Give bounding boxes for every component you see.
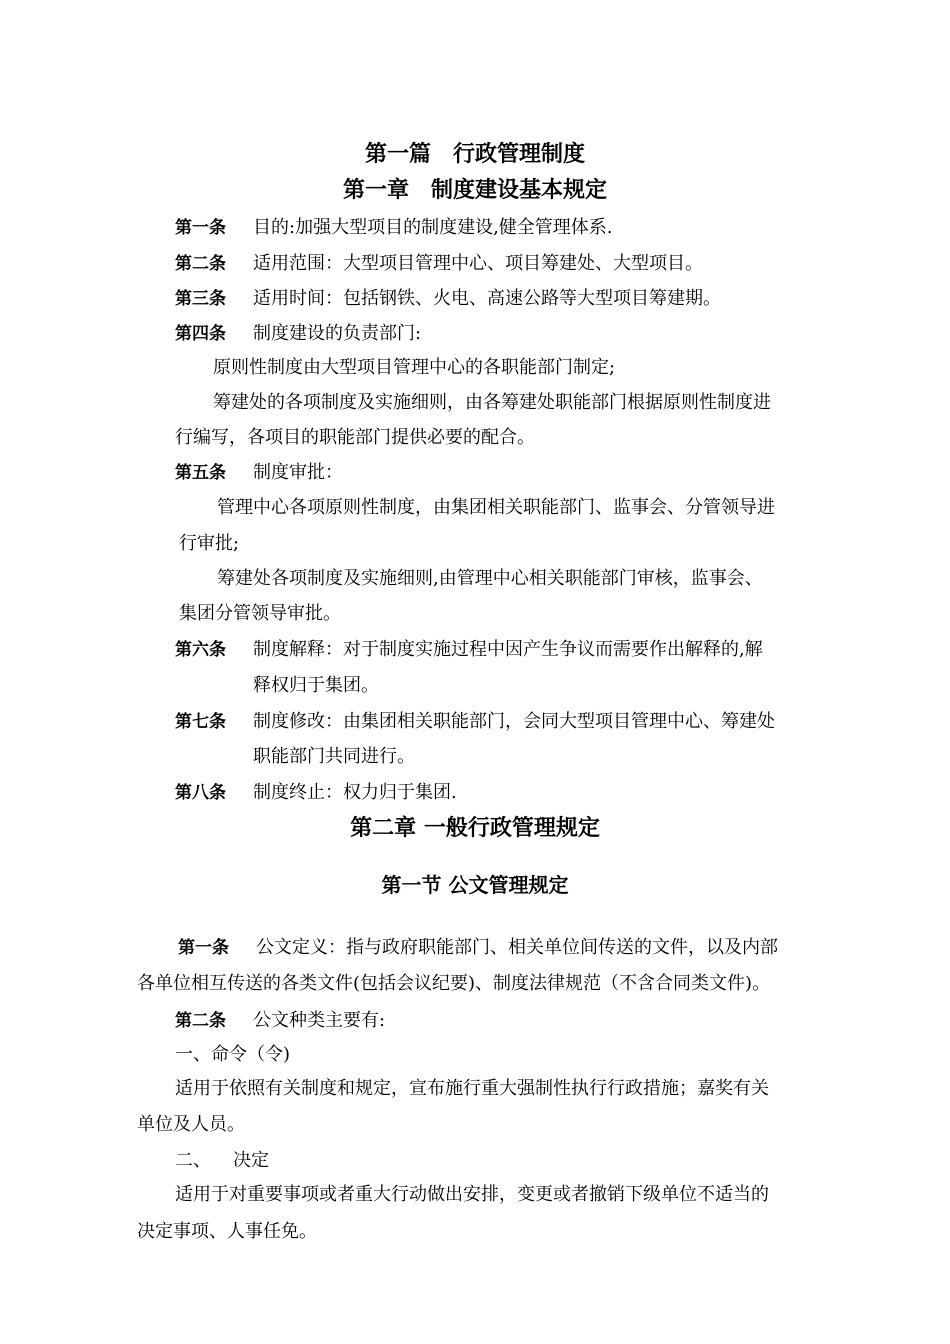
article-4-paragraph-2-line-2: 行编写，各项目的职能部门提供必要的配合。 — [175, 427, 535, 448]
ch2-article-1-line-1: 公文定义：指与政府职能部门、相关单位间传送的文件，以及内部 — [256, 937, 778, 958]
article-4-paragraph-1: 原则性制度由大型项目管理中心的各职能部门制定; — [213, 357, 616, 378]
article-5-label: 第五条 — [175, 463, 226, 483]
article-8-label: 第八条 — [175, 783, 226, 803]
item-2-title: 决定 — [233, 1150, 269, 1171]
article-1-text: 目的:加强大型项目的制度建设,健全管理体系. — [253, 217, 613, 238]
item-2-line-1: 适用于对重要事项或者重大行动做出安排，变更或者撤销下级单位不适当的 — [175, 1184, 769, 1205]
ch2-article-2-text: 公文种类主要有: — [253, 1010, 386, 1031]
article-7-label: 第七条 — [175, 712, 226, 732]
article-4-text: 制度建设的负责部门: — [253, 323, 422, 344]
article-6-line-1: 制度解释：对于制度实施过程中因产生争议而需要作出解释的,解 — [253, 639, 763, 660]
article-2-text: 适用范围：大型项目管理中心、项目筹建处、大型项目。 — [253, 253, 703, 274]
article-5-paragraph-2-line-1: 筹建处各项制度及实施细则,由管理中心相关职能部门审核，监事会、 — [217, 568, 763, 589]
chapter-1-title: 第一章 制度建设基本规定 — [342, 178, 607, 203]
article-3-text: 适用时间：包括钢铁、火电、高速公路等大型项目筹建期。 — [253, 288, 721, 309]
article-5-paragraph-1-line-2: 行审批; — [179, 533, 240, 554]
ch2-article-2-label: 第二条 — [175, 1011, 226, 1031]
part-title: 第一篇 行政管理制度 — [364, 142, 585, 167]
article-5-paragraph-2-line-2: 集团分管领导审批。 — [179, 603, 341, 624]
article-8-text: 制度终止：权力归于集团. — [253, 782, 457, 803]
item-1-line-1: 适用于依照有关制度和规定，宣布施行重大强制性执行行政措施；嘉奖有关 — [175, 1078, 769, 1099]
item-1-heading: 一、命令（令) — [175, 1044, 291, 1065]
item-2-number: 二、 — [175, 1150, 211, 1171]
article-2-label: 第二条 — [175, 254, 226, 274]
ch2-article-1-label: 第一条 — [178, 938, 229, 958]
ch2-article-1-line-2: 各单位相互传送的各类文件(包括会议纪要)、制度法律规范（不含合同类文件)。 — [137, 973, 771, 994]
article-6-line-2: 释权归于集团。 — [253, 675, 379, 696]
chapter-2-title: 第二章 一般行政管理规定 — [350, 816, 600, 841]
item-2-line-2: 决定事项、人事任免。 — [137, 1221, 317, 1242]
article-6-label: 第六条 — [175, 640, 226, 660]
article-3-label: 第三条 — [175, 289, 226, 309]
article-5-text: 制度审批： — [253, 462, 343, 483]
item-1-line-2: 单位及人员。 — [137, 1114, 245, 1135]
article-7-line-2: 职能部门共同进行。 — [253, 746, 415, 767]
article-7-line-1: 制度修改：由集团相关职能部门，会同大型项目管理中心、筹建处 — [253, 711, 775, 732]
article-1-label: 第一条 — [175, 218, 226, 238]
article-4-paragraph-2-line-1: 筹建处的各项制度及实施细则，由各筹建处职能部门根据原则性制度进 — [213, 392, 771, 413]
section-1-title: 第一节 公文管理规定 — [381, 873, 569, 897]
article-5-paragraph-1-line-1: 管理中心各项原则性制度，由集团相关职能部门、监事会、分管领导进 — [217, 497, 775, 518]
article-4-label: 第四条 — [175, 324, 226, 344]
